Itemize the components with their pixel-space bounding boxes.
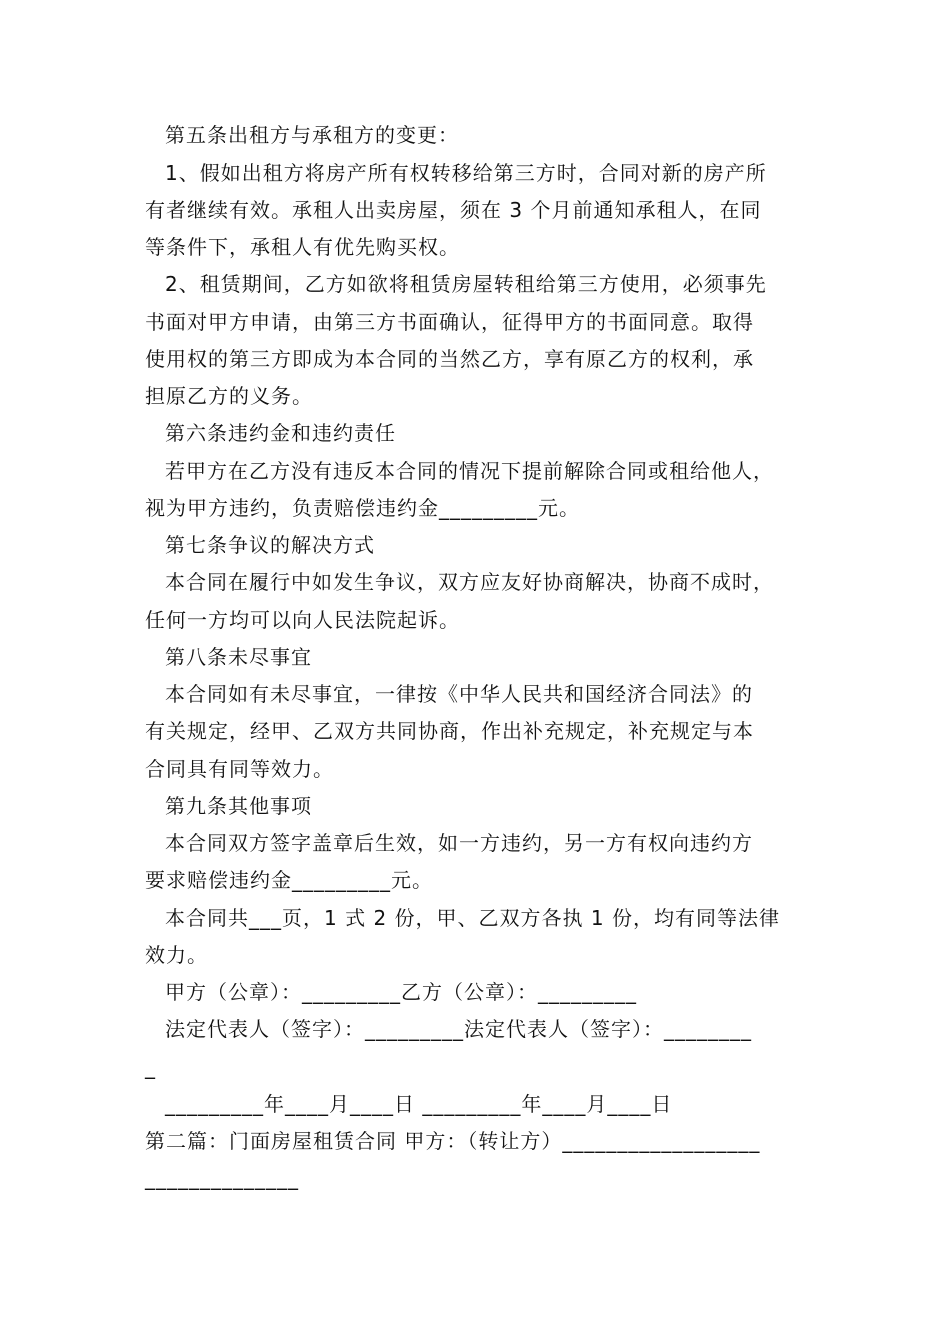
paragraph-line: 要求赔偿违约金_________元。 [145,868,433,892]
paragraph-line: 本合同在履行中如发生争议，双方应友好协商解决，协商不成时， [165,570,774,594]
paragraph-line: 本合同共___页，1 式 2 份，甲、乙双方各执 1 份，均有同等法律 [165,906,780,930]
paragraph-line: 本合同如有未尽事宜，一律按《中华人民共和国经济合同法》的 [165,682,753,706]
article-8-heading: 第八条未尽事宜 [165,645,312,669]
paragraph-line: 任何一方均可以向人民法院起诉。 [145,608,460,632]
paragraph-line: 1、假如出租方将房产所有权转移给第三方时，合同对新的房产所 [165,161,767,185]
paragraph-line: 担原乙方的义务。 [145,384,313,408]
article-6-heading: 第六条违约金和违约责任 [165,421,396,445]
underscore-continuation: ______________ [145,1166,299,1190]
paragraph-line: 效力。 [145,943,208,967]
paragraph-line: 本合同双方签字盖章后生效，如一方违约，另一方有权向违约方 [165,831,753,855]
legal-representative-line: 法定代表人（签字）：_________法定代表人（签字）：________ [165,1017,752,1041]
paragraph-line: 视为甲方违约，负责赔偿违约金_________元。 [145,496,580,520]
second-contract-title: 第二篇：门面房屋租赁合同 甲方：（转让方）__________________ [145,1129,761,1153]
paragraph-line: 合同具有同等效力。 [145,757,334,781]
paragraph-line: 2、租赁期间，乙方如欲将租赁房屋转租给第三方使用，必须事先 [165,272,767,296]
paragraph-line: 有关规定，经甲、乙双方共同协商，作出补充规定，补充规定与本 [145,719,754,743]
article-9-heading: 第九条其他事项 [165,794,312,818]
paragraph-line: 有者继续有效。承租人出卖房屋，须在 3 个月前通知承租人，在同 [145,198,762,222]
paragraph-line: 使用权的第三方即成为本合同的当然乙方，享有原乙方的权利，承 [145,347,754,371]
paragraph-line: 若甲方在乙方没有违反本合同的情况下提前解除合同或租给他人， [165,459,774,483]
paragraph-line: 等条件下，承租人有优先购买权。 [145,235,460,259]
paragraph-line: 书面对甲方申请，由第三方书面确认，征得甲方的书面同意。取得 [145,310,754,334]
underscore-overflow: _ [145,1055,156,1079]
article-7-heading: 第七条争议的解决方式 [165,533,375,557]
article-5-heading: 第五条出租方与承租方的变更： [165,123,459,147]
date-signature-line: _________年____月____日 _________年____月____日 [165,1092,673,1116]
party-seal-line: 甲方（公章）：_________乙方（公章）：_________ [165,980,637,1004]
